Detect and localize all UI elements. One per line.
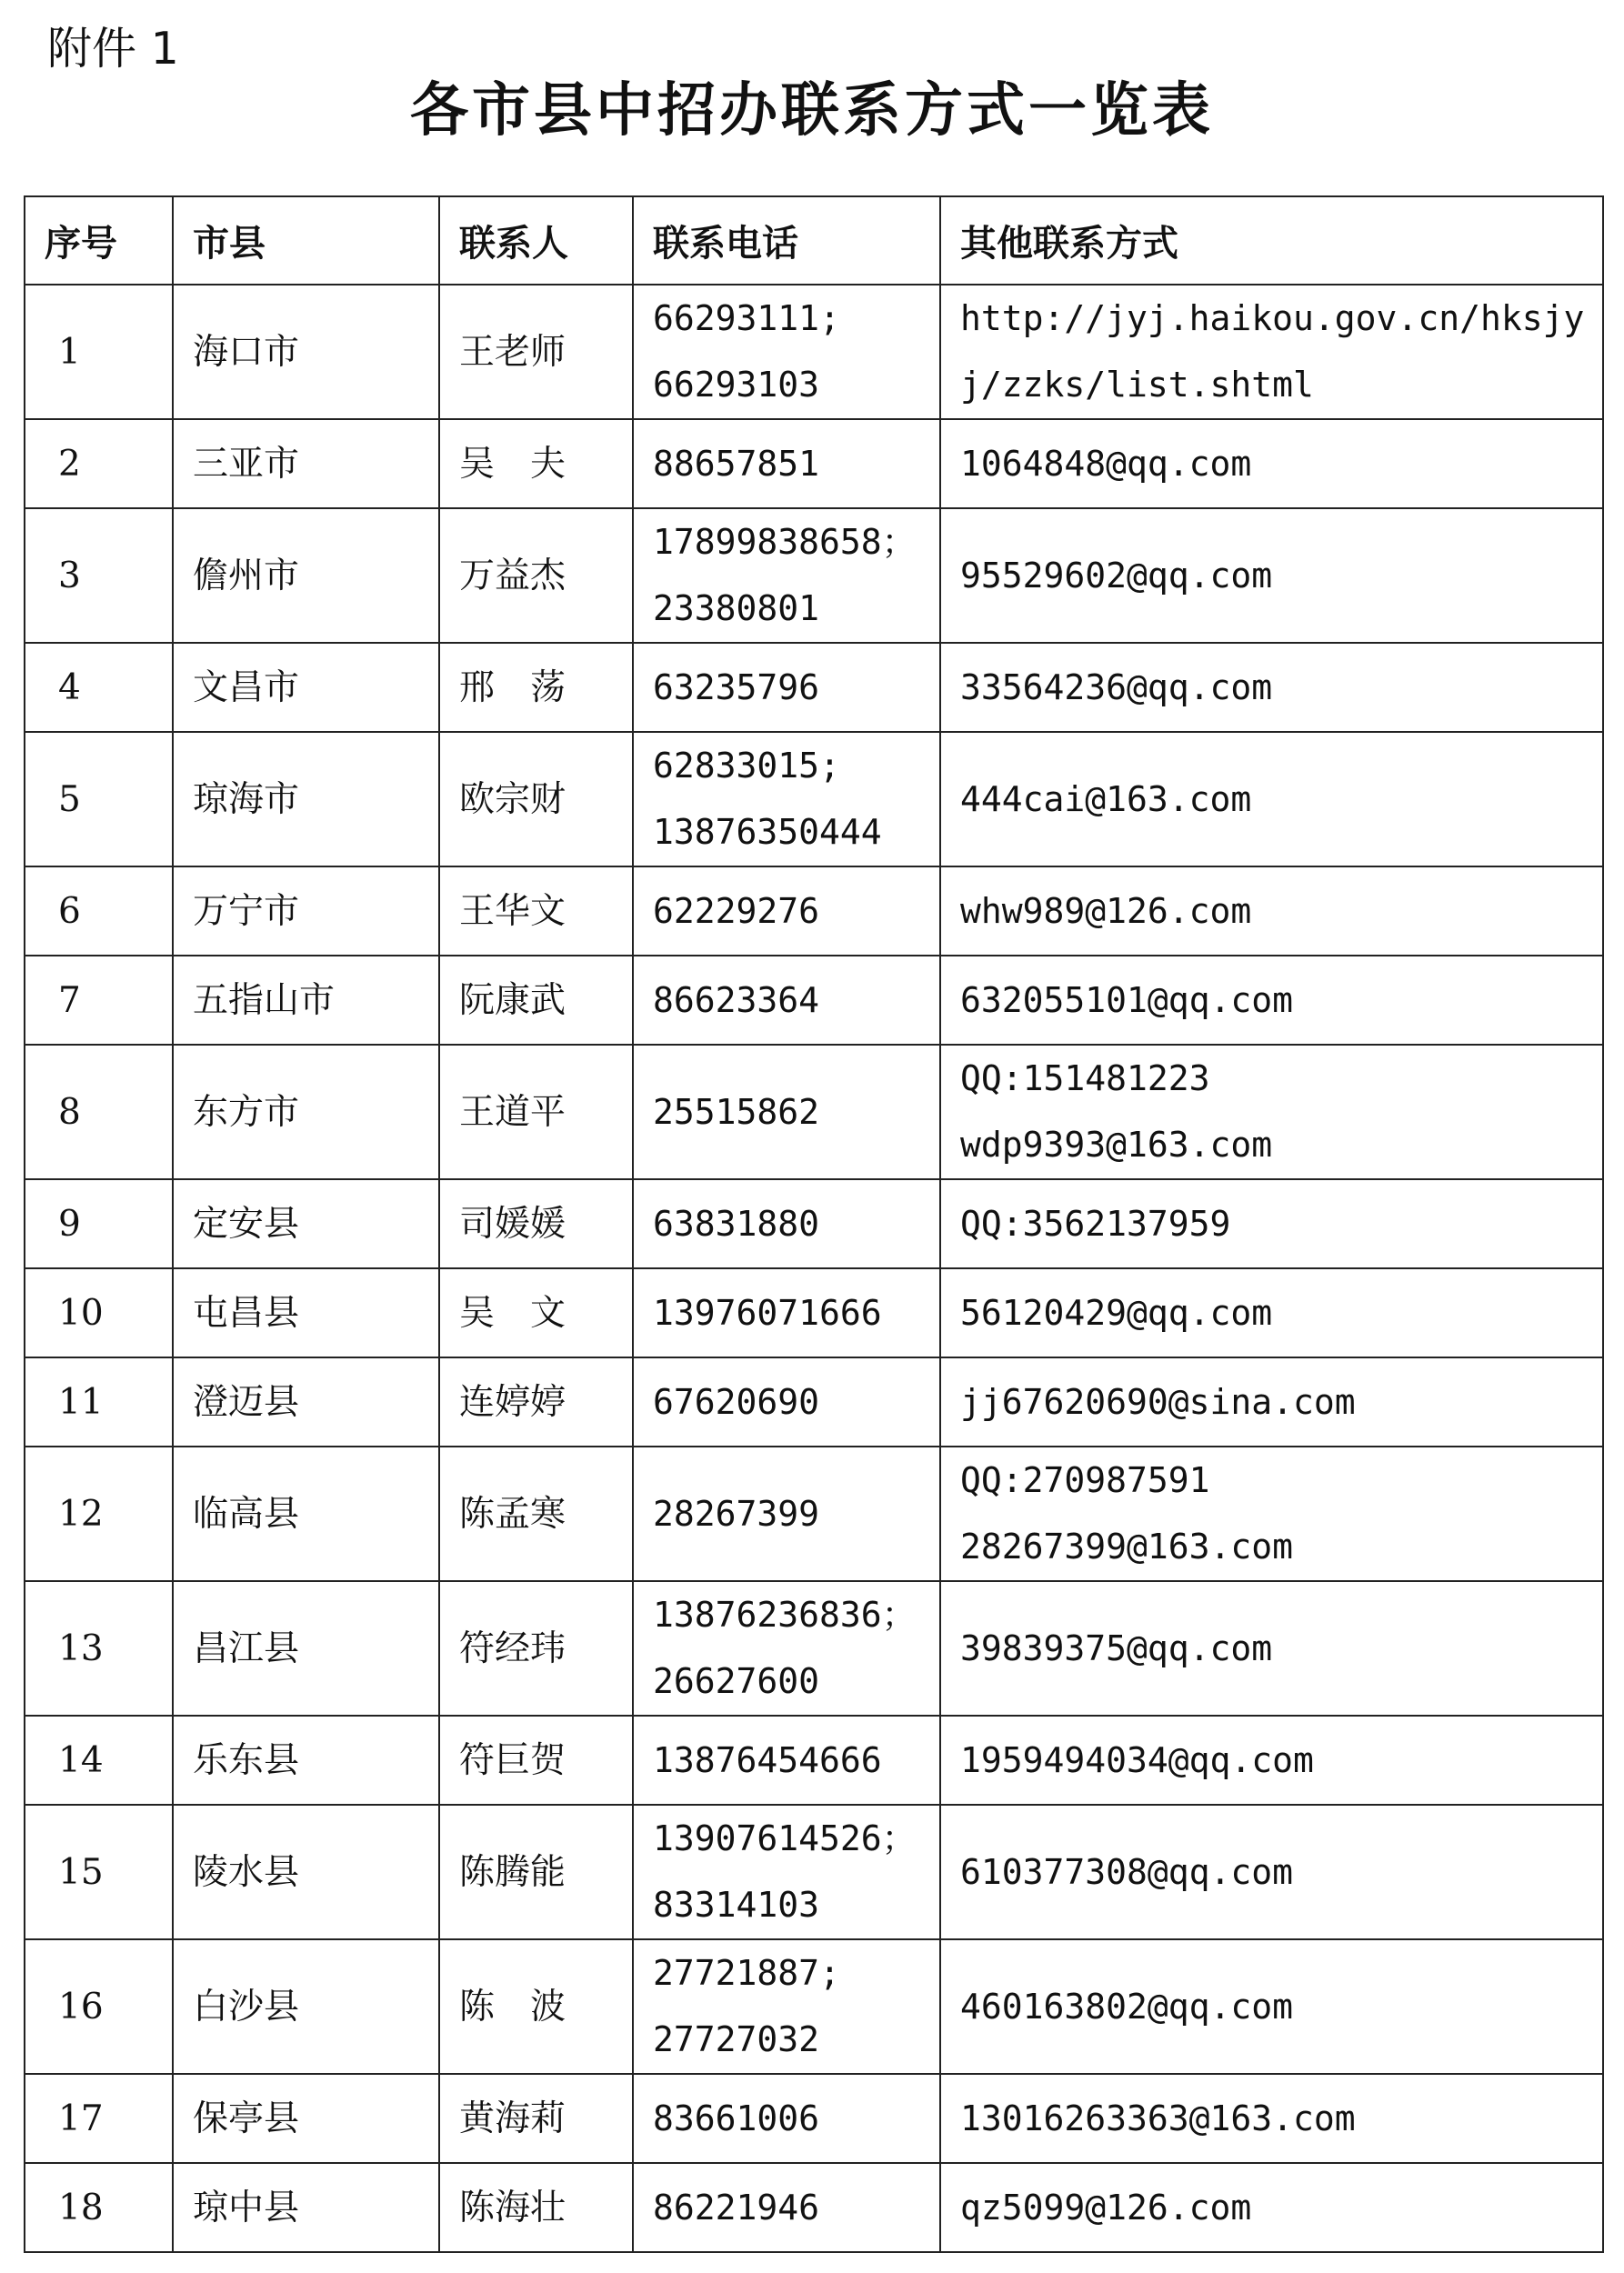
city-name: 昌江县 [173,1581,439,1716]
city-name: 屯昌县 [173,1268,439,1357]
phone-numbers [633,508,940,643]
table-row [25,1179,1603,1268]
phone-numbers [633,1045,940,1179]
table-row [25,1268,1603,1357]
contact-person: 陈 波 [439,1939,633,2074]
attachment-label: 附件 1 [47,23,179,75]
other-contact [940,956,1603,1045]
city-name: 白沙县 [173,1939,439,2074]
contact-person: 万益杰 [439,508,633,643]
row-number: 11 [25,1357,173,1447]
header-phone: 联系电话 [633,196,940,285]
table-row [25,1045,1603,1179]
city-name: 东方市 [173,1045,439,1179]
other-contact [940,285,1603,419]
contact-person: 吴 文 [439,1268,633,1357]
contact-person: 邢 荡 [439,643,633,732]
other-contact [940,2074,1603,2163]
city-name: 临高县 [173,1447,439,1581]
table-row [25,2163,1603,2252]
phone-number: 17899838658； [653,522,917,562]
phone-number: 66293111; [653,298,840,338]
table-row [25,2074,1603,2163]
row-number: 14 [25,1716,173,1805]
contacts-table [24,195,1604,2253]
city-name: 文昌市 [173,643,439,732]
city-name: 乐东县 [173,1716,439,1805]
row-number: 18 [25,2163,173,2252]
row-number: 2 [25,419,173,508]
contact-detail: QQ:151481223 [960,1058,1210,1098]
row-number: 5 [25,732,173,866]
phone-number: 23380801 [653,588,820,628]
phone-number: 13976071666 [653,1292,882,1333]
contact-detail: 56120429@qq.com [960,1292,1273,1333]
other-contact [940,1045,1603,1179]
contact-person: 陈腾能 [439,1805,633,1939]
document-title: 各市县中招办联系方式一览表 [410,77,1214,145]
contact-detail: 13016263363@163.com [960,2098,1356,2138]
phone-number: 62229276 [653,890,820,931]
header-other: 其他联系方式 [940,196,1603,285]
phone-numbers [633,1805,940,1939]
phone-numbers [633,956,940,1045]
phone-numbers [633,732,940,866]
phone-number: 67620690 [653,1381,820,1422]
contact-person: 欧宗财 [439,732,633,866]
city-name: 三亚市 [173,419,439,508]
contact-detail: qz5099@126.com [960,2187,1252,2228]
other-contact [940,508,1603,643]
phone-numbers [633,1268,940,1357]
phone-number: 13907614526； [653,1818,917,1858]
contact-detail: 28267399@163.com [960,1527,1294,1567]
header-city: 市县 [173,196,439,285]
phone-number: 66293103 [653,365,820,405]
other-contact [940,866,1603,956]
contact-detail: 1959494034@qq.com [960,1739,1314,1780]
contact-person: 符经玮 [439,1581,633,1716]
other-contact [940,1357,1603,1447]
table-row [25,1716,1603,1805]
other-contact [940,1581,1603,1716]
table-row [25,866,1603,956]
phone-numbers [633,2163,940,2252]
phone-number: 63235796 [653,666,820,707]
phone-numbers [633,1179,940,1268]
contact-person: 陈孟寒 [439,1447,633,1581]
row-number: 9 [25,1179,173,1268]
phone-numbers [633,1939,940,2074]
city-name: 海口市 [173,285,439,419]
contact-person: 王华文 [439,866,633,956]
contact-detail: 610377308@qq.com [960,1851,1294,1892]
phone-number: 25515862 [653,1091,820,1132]
contact-detail: whw989@126.com [960,890,1252,931]
contact-person: 陈海壮 [439,2163,633,2252]
contact-detail: 95529602@qq.com [960,555,1273,596]
contact-person: 连婷婷 [439,1357,633,1447]
row-number: 6 [25,866,173,956]
table-row [25,732,1603,866]
city-name: 澄迈县 [173,1357,439,1447]
other-contact [940,643,1603,732]
phone-number: 28267399 [653,1493,820,1534]
other-contact [940,419,1603,508]
row-number: 15 [25,1805,173,1939]
contact-person: 阮康武 [439,956,633,1045]
table-row [25,508,1603,643]
phone-number: 88657851 [653,443,820,484]
contact-person: 黄海莉 [439,2074,633,2163]
table-row [25,1447,1603,1581]
contact-detail: 460163802@qq.com [960,1986,1294,2027]
phone-number: 62833015; [653,746,840,786]
phone-numbers [633,1581,940,1716]
city-name: 琼中县 [173,2163,439,2252]
contact-detail: QQ:3562137959 [960,1203,1231,1244]
table-row [25,1581,1603,1716]
phone-number: 86623364 [653,979,820,1020]
contact-detail: QQ:270987591 [960,1460,1210,1500]
table-row [25,956,1603,1045]
other-contact [940,1716,1603,1805]
phone-numbers [633,2074,940,2163]
phone-numbers [633,866,940,956]
phone-numbers [633,1447,940,1581]
phone-number: 86221946 [653,2187,820,2228]
contact-detail: 33564236@qq.com [960,666,1273,707]
phone-numbers [633,1357,940,1447]
row-number: 12 [25,1447,173,1581]
table-row [25,1357,1603,1447]
contact-detail: 1064848@qq.com [960,443,1252,484]
header-no: 序号 [25,196,173,285]
table-row [25,419,1603,508]
other-contact [940,1939,1603,2074]
city-name: 琼海市 [173,732,439,866]
other-contact [940,1179,1603,1268]
contact-detail: 444cai@163.com [960,778,1252,819]
row-number: 16 [25,1939,173,2074]
city-name: 儋州市 [173,508,439,643]
row-number: 3 [25,508,173,643]
contact-detail: 39839375@qq.com [960,1627,1273,1668]
phone-number: 83314103 [653,1885,820,1925]
phone-number: 27727032 [653,2019,820,2059]
phone-numbers [633,419,940,508]
table-header-row [25,196,1603,285]
contact-detail: 632055101@qq.com [960,979,1294,1020]
table-row [25,285,1603,419]
other-contact [940,1268,1603,1357]
phone-numbers [633,285,940,419]
phone-number: 13876454666 [653,1739,882,1780]
contact-detail: jj67620690@sina.com [960,1381,1356,1422]
row-number: 10 [25,1268,173,1357]
phone-number: 26627600 [653,1661,820,1701]
contact-person: 吴 夫 [439,419,633,508]
contact-person: 符巨贺 [439,1716,633,1805]
contact-detail: wdp9393@163.com [960,1125,1273,1165]
phone-number: 13876350444 [653,812,882,852]
other-contact [940,2163,1603,2252]
phone-number: 63831880 [653,1203,820,1244]
contact-person: 王道平 [439,1045,633,1179]
city-name: 保亭县 [173,2074,439,2163]
header-contact: 联系人 [439,196,633,285]
other-contact [940,1447,1603,1581]
table-row [25,1939,1603,2074]
website-link[interactable]: http://jyj.haikou.gov.cn/hksjyj/zzks/list.shtml [960,298,1585,405]
city-name: 万宁市 [173,866,439,956]
phone-number: 83661006 [653,2098,820,2138]
phone-number: 27721887; [653,1953,840,1993]
phone-numbers [633,1716,940,1805]
row-number: 1 [25,285,173,419]
row-number: 7 [25,956,173,1045]
table-body [25,285,1603,2252]
city-name: 陵水县 [173,1805,439,1939]
row-number: 8 [25,1045,173,1179]
other-contact [940,732,1603,866]
table-row [25,643,1603,732]
table-row [25,1805,1603,1939]
contact-person: 王老师 [439,285,633,419]
phone-numbers [633,643,940,732]
contact-person: 司媛媛 [439,1179,633,1268]
row-number: 17 [25,2074,173,2163]
other-contact [940,1805,1603,1939]
city-name: 定安县 [173,1179,439,1268]
phone-number: 13876236836； [653,1595,917,1635]
row-number: 13 [25,1581,173,1716]
city-name: 五指山市 [173,956,439,1045]
row-number: 4 [25,643,173,732]
